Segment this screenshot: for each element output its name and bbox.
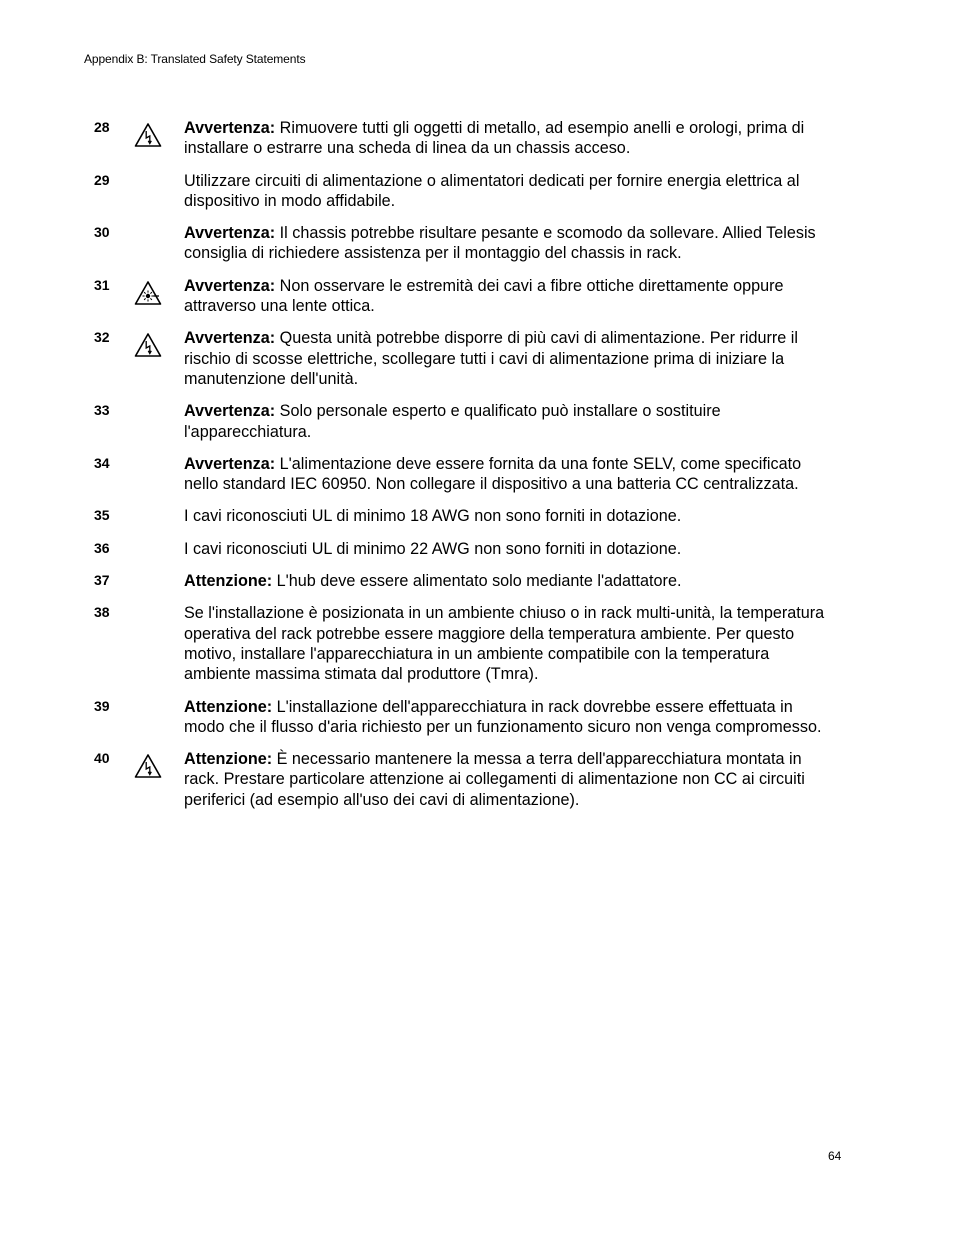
- statement-icon-cell: [134, 223, 184, 259]
- statement-40: [94, 749, 834, 810]
- statement-icon-cell: [134, 749, 184, 785]
- statement-icon-cell: [134, 276, 184, 312]
- statement-36: [94, 539, 834, 559]
- statement-text: [184, 118, 834, 159]
- statement-number: 40: [94, 750, 110, 767]
- statement-35: [94, 506, 834, 526]
- statement-number: 30: [94, 224, 110, 241]
- statement-body: Non osservare le estremità dei cavi a fibre ottiche direttamente oppure attraverso una lente ottica.: [184, 276, 784, 316]
- laser-hazard-icon: [134, 280, 162, 306]
- statement-label: Avvertenza:: [184, 454, 276, 473]
- statement-icon-cell: [134, 571, 184, 591]
- statement-label: Attenzione:: [184, 697, 273, 716]
- statement-icon-cell: [134, 328, 184, 364]
- statement-text: [184, 571, 834, 591]
- statement-text: [184, 697, 834, 738]
- statement-body: L'alimentazione deve essere fornita da una fonte SELV, come specificato nello standard IEC 60950. Non collegare il dispositivo a una batteria CC centralizzata.: [184, 454, 802, 494]
- statement-number: 35: [94, 507, 110, 524]
- statement-number: 32: [94, 329, 110, 346]
- statement-label: Avvertenza:: [184, 276, 276, 295]
- statement-number: 29: [94, 171, 110, 188]
- statement-label: Avvertenza:: [184, 119, 276, 137]
- statement-number: 37: [94, 572, 110, 589]
- statement-number: 31: [94, 276, 110, 293]
- statement-number: 34: [94, 454, 110, 471]
- statement-text: [184, 401, 834, 442]
- statement-text: [184, 539, 834, 559]
- statement-icon-cell: [134, 697, 184, 733]
- statement-text: [184, 749, 834, 810]
- statement-body: L'hub deve essere alimentato solo mediante l'adattatore.: [272, 572, 682, 591]
- statement-body: È necessario mantenere la messa a terra dell'apparecchiatura montata in rack. Prestare particolare attenzione ai collegamenti di alimentazione non CC ai circuiti periferici (ad esempio all'uso dei cavi di alimentazione).: [184, 750, 805, 809]
- statement-text: [184, 506, 834, 526]
- statement-icon-cell: [134, 454, 184, 490]
- statement-text: [184, 328, 834, 389]
- statement-28: [94, 118, 834, 159]
- statement-number: 39: [94, 697, 110, 714]
- statement-32: [94, 328, 834, 389]
- page-number: 64: [828, 1149, 842, 1163]
- statement-list: [94, 118, 834, 822]
- statement-icon-cell: [134, 506, 184, 526]
- statement-body: L'installazione dell'apparecchiatura in rack dovrebbe essere effettuata in modo che il flusso d'aria richiesto per un funzionamento sicuro non venga compromesso.: [184, 697, 822, 736]
- statement-number: 36: [94, 539, 110, 556]
- statement-body: Se l'installazione è posizionata in un ambiente chiuso o in rack multi-unità, la temperatura operativa del rack potrebbe essere maggiore della temperatura ambiente. Per questo motivo, installare l'apparecchiatura in un ambiente compatibile con la temperatura ambiente massima stimata dal produttore (Tmra).: [184, 604, 825, 684]
- statement-icon-cell: [134, 603, 184, 639]
- statement-body: Questa unità potrebbe disporre di più cavi di alimentazione. Per ridurre il rischio di scosse elettriche, scollegare tutti i cavi di alimentazione prima di iniziare la manutenzione dell'unità.: [184, 329, 798, 388]
- statement-38: [94, 603, 834, 684]
- electrical-hazard-icon: [134, 753, 162, 779]
- statement-31: [94, 276, 834, 317]
- electrical-hazard-icon: [134, 122, 162, 148]
- statement-label: Avvertenza:: [184, 224, 276, 243]
- statement-text: [184, 276, 834, 317]
- electrical-hazard-icon: [134, 332, 162, 358]
- statement-text: [184, 171, 834, 212]
- statement-34: [94, 454, 834, 495]
- statement-number: 38: [94, 604, 110, 621]
- statement-30: [94, 223, 834, 264]
- page-header: Appendix B: Translated Safety Statements: [84, 52, 306, 66]
- statement-number: 28: [94, 119, 110, 135]
- statement-label: Avvertenza:: [184, 402, 276, 421]
- statement-icon-cell: [134, 118, 184, 154]
- statement-label: Avvertenza:: [184, 329, 276, 348]
- statement-number: 33: [94, 402, 110, 419]
- statement-39: [94, 697, 834, 738]
- statement-icon-cell: [134, 539, 184, 559]
- statement-33: [94, 401, 834, 442]
- statement-icon-cell: [134, 171, 184, 207]
- statement-body: Il chassis potrebbe risultare pesante e scomodo da sollevare. Allied Telesis consiglia di richiedere assistenza per il montaggio del chassis in rack.: [184, 224, 816, 263]
- statement-29: [94, 171, 834, 212]
- statement-text: [184, 223, 834, 264]
- statement-37: [94, 571, 834, 591]
- statement-icon-cell: [134, 401, 184, 437]
- statement-body: I cavi riconosciuti UL di minimo 22 AWG non sono forniti in dotazione.: [184, 539, 682, 558]
- statement-text: [184, 603, 834, 684]
- statement-body: Utilizzare circuiti di alimentazione o alimentatori dedicati per fornire energia elettrica al dispositivo in modo affidabile.: [184, 171, 800, 210]
- statement-label: Attenzione:: [184, 572, 273, 591]
- statement-body: I cavi riconosciuti UL di minimo 18 AWG non sono forniti in dotazione.: [184, 507, 682, 526]
- statement-body: Rimuovere tutti gli oggetti di metallo, ad esempio anelli e orologi, prima di installare o estrarre una scheda di linea da un chassis acceso.: [184, 119, 805, 158]
- statement-body: Solo personale esperto e qualificato può installare o sostituire l'apparecchiatura.: [184, 402, 721, 441]
- statement-text: [184, 454, 834, 495]
- statement-label: Attenzione:: [184, 750, 273, 769]
